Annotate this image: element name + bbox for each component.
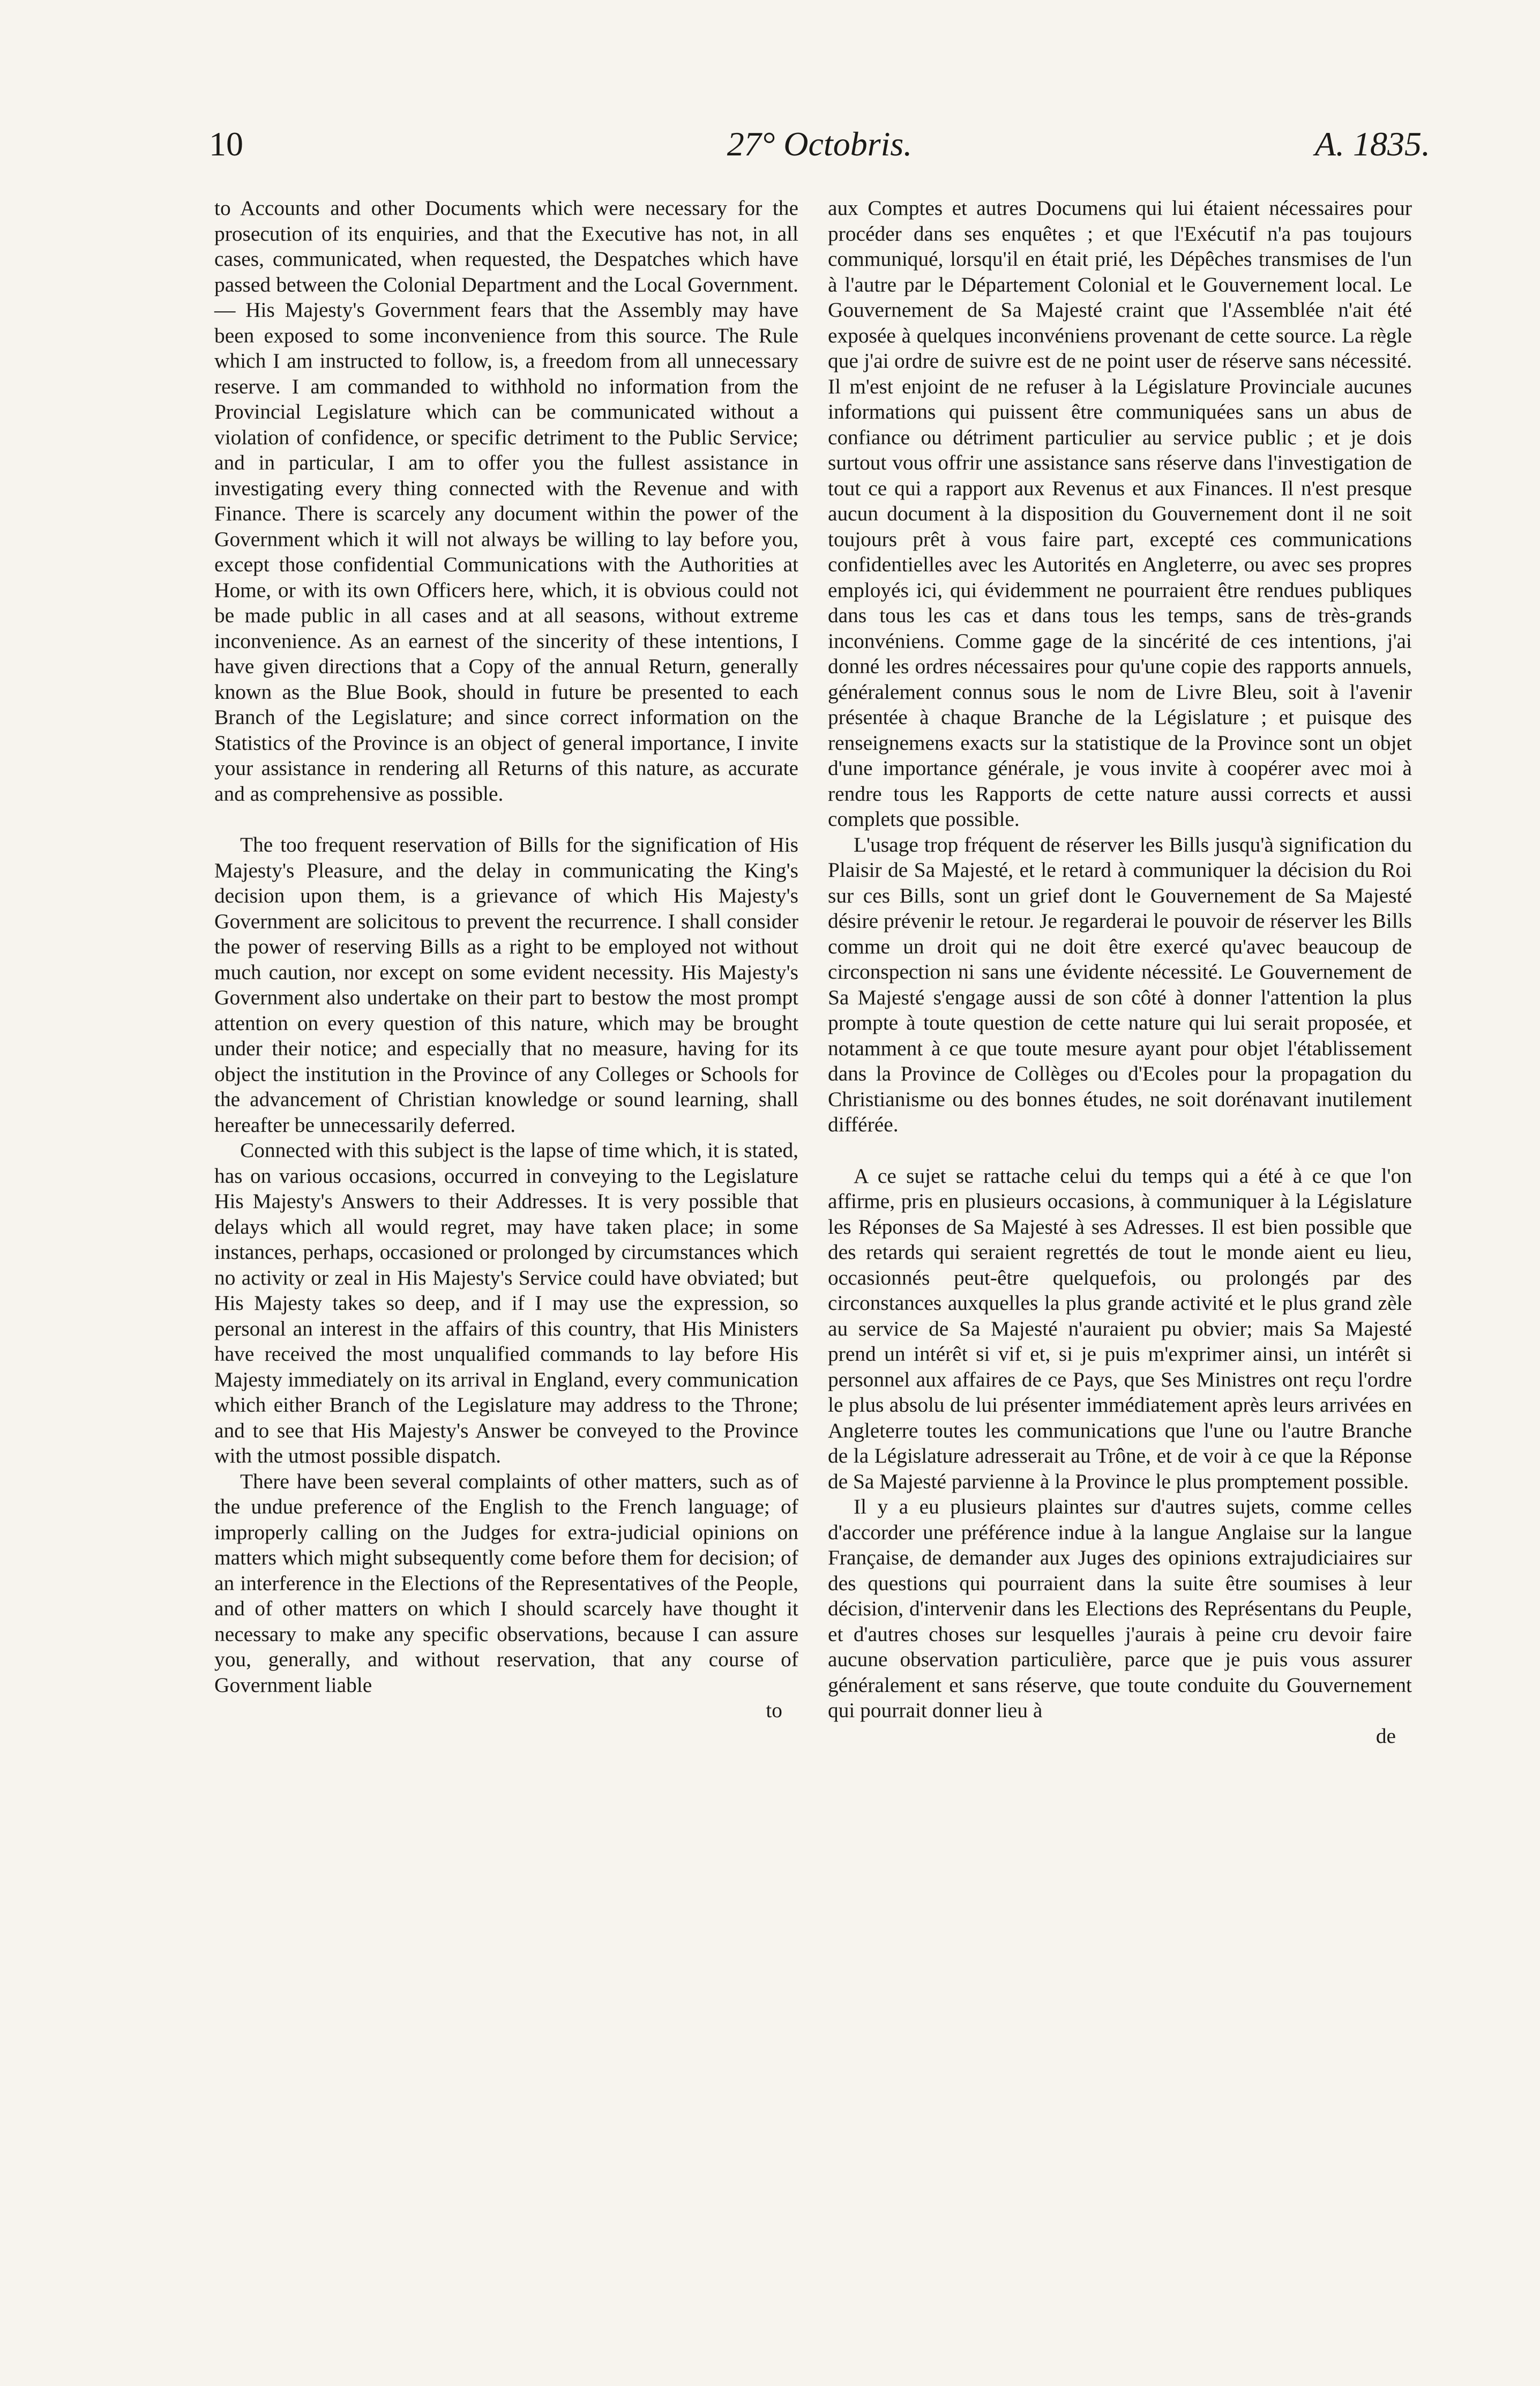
- french-catchword: de: [1375, 1724, 1396, 1748]
- french-paragraph-1: aux Comptes et autres Documens qui lui étaient nécessaires pour procéder dans ses enquêtes ; et que l'Exécutif n'a pas toujours communiqué, lorsqu'il en était prié, les Dépêches transmises de l'un à l'autre par le Département Colonial et le Gouvernement local. Le Gouvernement de Sa Majesté craint que l'Assemblée n'ait été exposée à quelques inconvéniens provenant de cette source. La règle que j'ai ordre de suivre est de ne point user de réserve sans nécessité. Il m'est enjoint de ne refuser à la Législature Provinciale aucunes informations qui puissent être communiquées sans un abus de confiance ou détriment particulier au service public ; et je dois surtout vous offrir une assistance sans réserve dans l'investigation de tout ce qui a rapport aux Revenus et aux Finances. Il n'est presque aucun document à la disposition du Gouvernement dont il ne soit toujours prêt à vous faire part, excepté ces communications confidentielles avec les Autorités en Angleterre, ou avec ses propres employés ici, qui évidemment ne pourraient être rendues publiques dans tous les cas et dans tous les temps, sans de très-grands inconvéniens. Comme gage de la sincérité de ces intentions, j'ai donné les ordres nécessaires pour qu'une copie des rapports annuels, généralement connus sous le nom de Livre Bleu, soit à l'avenir présentée à chaque Branche de la Législature ; et puisque des renseignemens exacts sur la statistique de la Province sont un objet d'une importance générale, je vous invite à coopérer avec moi à rendre tous les Rapports de cette nature aussi corrects et aussi complets que possible.: [828, 196, 1412, 831]
- english-column: [214, 196, 798, 1724]
- french-paragraph-4: Il y a eu plusieurs plaintes sur d'autres sujets, comme celles d'accorder une préférence indue à la langue Anglaise sur la langue Française, de demander aux Juges des opinions extrajudiciaires sur des questions qui pourraient dans la suite être soumises à leur décision, d'intervenir dans les Elections des Représentans du Peuple, et d'autres choses sur lesquelles j'aurais à peine cru devoir faire aucune observation particulière, parce que je puis vous assurer généralement et sans réserve, que toute conduite du Gouvernement qui pourrait donner lieu à: [828, 1495, 1412, 1722]
- english-catchword: to: [766, 1698, 782, 1722]
- french-paragraph-3: A ce sujet se rattache celui du temps qui a été à ce que l'on affirme, pris en plusieurs occasions, à communiquer à la Législature les Réponses de Sa Majesté à ses Adresses. Il est bien possible que des retards qui seraient regrettés de tout le monde aient eu lieu, occasionnés peut-être quelquefois, ou prolongés par des circonstances auxquelles la plus grande activité et le plus grand zèle au service de Sa Majesté n'auraient pu obvier; mais Sa Majesté prend un intérêt si vif et, si je puis m'exprimer ainsi, un intérêt si personnel aux affaires de ce Pays, que Ses Ministres ont reçu l'ordre le plus absolu de lui présenter immédiatement après leurs arrivées en Angleterre toutes les communications que l'une ou l'autre Branche de la Législature adresserait au Trône, et de voir à ce que la Réponse de Sa Majesté parvienne à la Province le plus promptement possible.: [828, 1164, 1412, 1493]
- french-column: [828, 196, 1412, 1749]
- page-year: A. 1835.: [1314, 125, 1430, 163]
- english-paragraph-3: Connected with this subject is the lapse of time which, it is stated, has on various occasions, occurred in conveying to the Legislature His Majesty's Answers to their Addresses. It is very possible that delays which all would regret, may have taken place; in some instances, perhaps, occasioned or prolonged by circumstances which no activity or zeal in His Majesty's Service could have obviated; but His Majesty takes so deep, and if I may use the expression, so personal an interest in the affairs of this country, that His Ministers have received the most unqualified commands to lay before His Majesty immediately on its arrival in England, every communication which either Branch of the Legislature may address to the Throne; and to see that His Majesty's Answer be conveyed to the Province with the utmost possible dispatch.: [214, 1138, 798, 1467]
- page-number: 10: [209, 125, 243, 163]
- english-paragraph-4: There have been several complaints of other matters, such as of the undue preference of the English to the French language; of improperly calling on the Judges for extra-judicial opinions on matters which might subsequently come before them for decision; of an interference in the Elections of the Representatives of the People, and of other matters on which I should scarcely have thought it necessary to make any specific observations, because I can assure you, generally, and without reservation, that any course of Government liable: [214, 1469, 798, 1697]
- english-paragraph-1: to Accounts and other Documents which were necessary for the prosecution of its enquiries, and that the Executive has not, in all cases, communicated, when requested, the Despatches which have passed between the Colonial Department and the Local Government.— His Majesty's Government fears that the Assembly may have been exposed to some inconvenience from this source. The Rule which I am instructed to follow, is, a freedom from all unnecessary reserve. I am commanded to withhold no information from the Provincial Legislature which can be communicated without a violation of confidence, or specific detriment to the Public Service; and in particular, I am to offer you the fullest assistance in investigating every thing connected with the Revenue and with Finance. There is scarcely any document within the power of the Government which it will not always be willing to lay before you, except those confidential Communications with the Authorities at Home, or with its own Officers here, which, it is obvious could not be made public in all cases and at all seasons, without extreme inconvenience. As an earnest of the sincerity of these intentions, I have given directions that a Copy of the annual Return, generally known as the Blue Book, should in future be presented to each Branch of the Legislature; and since correct information on the Statistics of the Province is an object of general importance, I invite your assistance in rendering all Returns of this nature, as accurate and as comprehensive as possible.: [214, 196, 798, 806]
- english-paragraph-2: The too frequent reservation of Bills for the signification of His Majesty's Pleasure, and the delay in communicating the King's decision upon them, is a grievance of which His Majesty's Government are solicitous to prevent the recurrence. I shall consider the power of reserving Bills as a right to be employed not without much caution, nor except on some evident necessity. His Majesty's Government also undertake on their part to bestow the most prompt attention on every question of this nature, which may be brought under their notice; and especially that no measure, having for its object the institution in the Province of any Colleges or Schools for the advancement of Christian knowledge or sound learning, shall hereafter be unnecessarily deferred.: [214, 833, 798, 1137]
- page-header: [209, 124, 1430, 183]
- page-date: 27° Octobris.: [727, 125, 913, 163]
- french-paragraph-2: L'usage trop fréquent de réserver les Bills jusqu'à signification du Plaisir de Sa Majesté, et le retard à communiquer la décision du Roi sur ces Bills, sont un grief dont le Gouvernement de Sa Majesté désire prévenir le retour. Je regarderai le pouvoir de réserver les Bills comme un droit qui ne doit être exercé qu'avec beaucoup de circonspection ni sans une évidente nécessité. Le Gouvernement de Sa Majesté s'engage aussi de son côté à donner l'attention la plus prompte à toute question de cette nature qui lui serait proposée, et notamment à ce que toute mesure ayant pour objet l'établissement dans la Province de Collèges ou d'Ecoles pour la propagation du Christianisme ou des bonnes études, ne soit dorénavant inutilement différée.: [828, 832, 1412, 1136]
